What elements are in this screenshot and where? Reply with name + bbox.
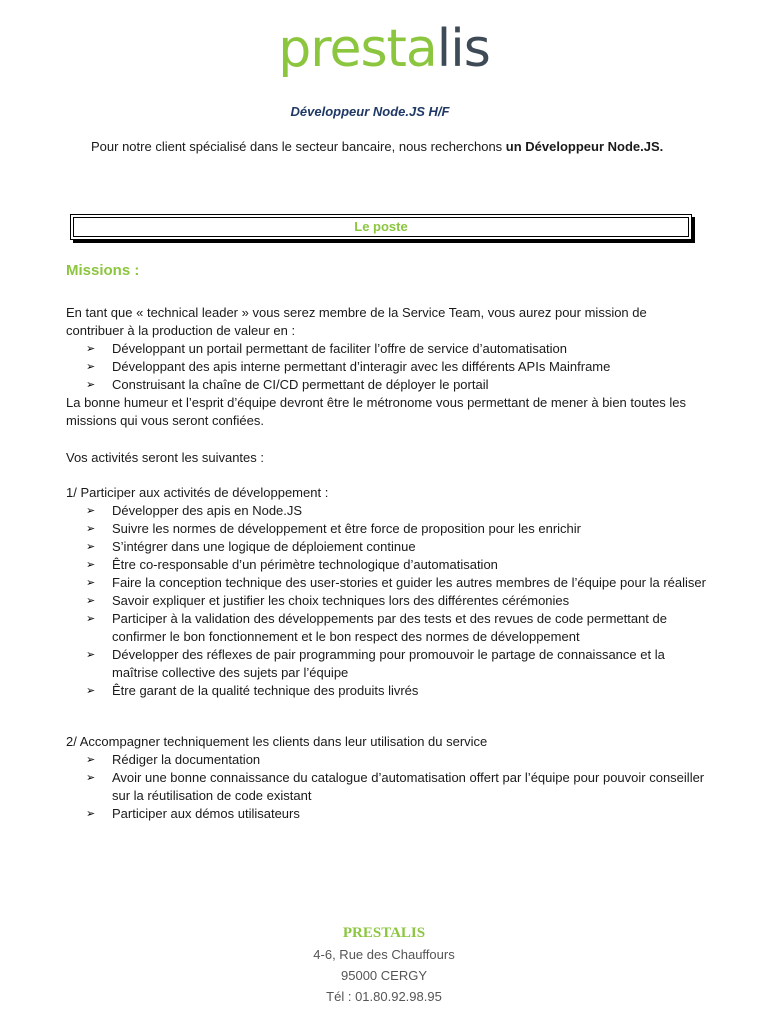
arrow-bullet-icon: ➢ (86, 559, 96, 571)
list-item: ➢ Savoir expliquer et justifier les choix techniques lors des différentes cérémonies (86, 593, 570, 608)
footer (0, 922, 768, 1007)
arrow-bullet-icon: ➢ (86, 541, 96, 553)
activity-1-block (66, 484, 706, 700)
intro-bold: un Développeur Node.JS. (505, 139, 664, 154)
section-header-box (70, 214, 692, 240)
arrow-bullet-icon: ➢ (86, 577, 96, 589)
mission-list (66, 340, 706, 394)
list-item: ➢ Participer à la validation des développements par des tests et des revues de code permettant de confirmer le bon fonctionnement et le bon respect des normes de développement (86, 611, 667, 644)
list-item: ➢ S’intégrer dans une logique de déploiement continue (86, 539, 416, 554)
arrow-bullet-icon: ➢ (86, 649, 96, 661)
activity-2-list (66, 751, 706, 823)
job-title: Développeur Node.JS H/F (290, 104, 450, 119)
list-item: ➢ Être co-responsable d’un périmètre technologique d’automatisation (86, 557, 498, 572)
arrow-bullet-icon: ➢ (86, 343, 96, 355)
footer-company: PRESTALIS (342, 925, 426, 941)
footer-address: 4-6, Rue des Chauffours (313, 947, 455, 962)
missions-block (66, 304, 706, 430)
list-item: ➢ Avoir une bonne connaissance du catalogue d’automatisation offert par l’équipe pour pouvoir conseiller sur la réutilisation de code existant (86, 770, 705, 803)
arrow-bullet-icon: ➢ (86, 808, 96, 820)
section-title: Le poste (354, 219, 408, 234)
list-item: ➢ Rédiger la documentation (86, 752, 261, 767)
footer-city: 95000 CERGY (341, 968, 427, 983)
arrow-bullet-icon: ➢ (86, 595, 96, 607)
arrow-bullet-icon: ➢ (86, 523, 96, 535)
activity-2-title: 2/ Accompagner techniquement les clients dans leur utilisation du service (66, 734, 488, 749)
list-item: ➢ Développer des réflexes de pair programming pour promouvoir le partage de connaissance et la maîtrise collective des sujets par l’équipe (86, 647, 665, 680)
arrow-bullet-icon: ➢ (86, 361, 96, 373)
arrow-bullet-icon: ➢ (86, 685, 96, 697)
arrow-bullet-icon: ➢ (86, 772, 96, 784)
list-item: ➢ Construisant la chaîne de CI/CD permettant de déployer le portail (86, 377, 489, 392)
activity-2-block (66, 733, 706, 823)
intro-paragraph (91, 137, 691, 157)
mood-paragraph: La bonne humeur et l’esprit d’équipe devront être le métronome vous permettant de mener à bien toutes les missions qui vous seront confiées. (66, 395, 687, 428)
arrow-bullet-icon: ➢ (86, 505, 96, 517)
list-item: ➢ Suivre les normes de développement et être force de proposition pour les enrichir (86, 521, 581, 536)
list-item: ➢ Développer des apis en Node.JS (86, 503, 303, 518)
list-item: ➢ Être garant de la qualité technique des produits livrés (86, 683, 419, 698)
list-item: ➢ Faire la conception technique des user-stories et guider les autres membres de l’équipe pour la réaliser (86, 575, 706, 590)
mission-intro: En tant que « technical leader » vous serez membre de la Service Team, vous aurez pour mission de contribuer à la production de valeur en : (66, 305, 647, 338)
intro-text: Pour notre client spécialisé dans le secteur bancaire, nous recherchons (91, 139, 506, 154)
list-item: ➢ Développant un portail permettant de faciliter l’offre de service d’automatisation (86, 341, 568, 356)
list-item: ➢ Participer aux démos utilisateurs (86, 806, 300, 821)
arrow-bullet-icon: ➢ (86, 379, 96, 391)
missions-heading: Missions : (66, 262, 140, 279)
activity-1-list (66, 502, 706, 700)
activity-1-title: 1/ Participer aux activités de développement : (66, 485, 329, 500)
footer-phone: Tél : 01.80.92.98.95 (326, 989, 442, 1004)
logo-part-dark: lis (436, 19, 490, 79)
arrow-bullet-icon: ➢ (86, 613, 96, 625)
arrow-bullet-icon: ➢ (86, 754, 96, 766)
activities-intro: Vos activités seront les suivantes : (66, 450, 264, 465)
logo-part-green: presta (278, 19, 437, 79)
list-item: ➢ Développant des apis interne permettant d’interagir avec les différents APIs Mainframe (86, 359, 611, 374)
prestalis-logo (0, 14, 768, 84)
